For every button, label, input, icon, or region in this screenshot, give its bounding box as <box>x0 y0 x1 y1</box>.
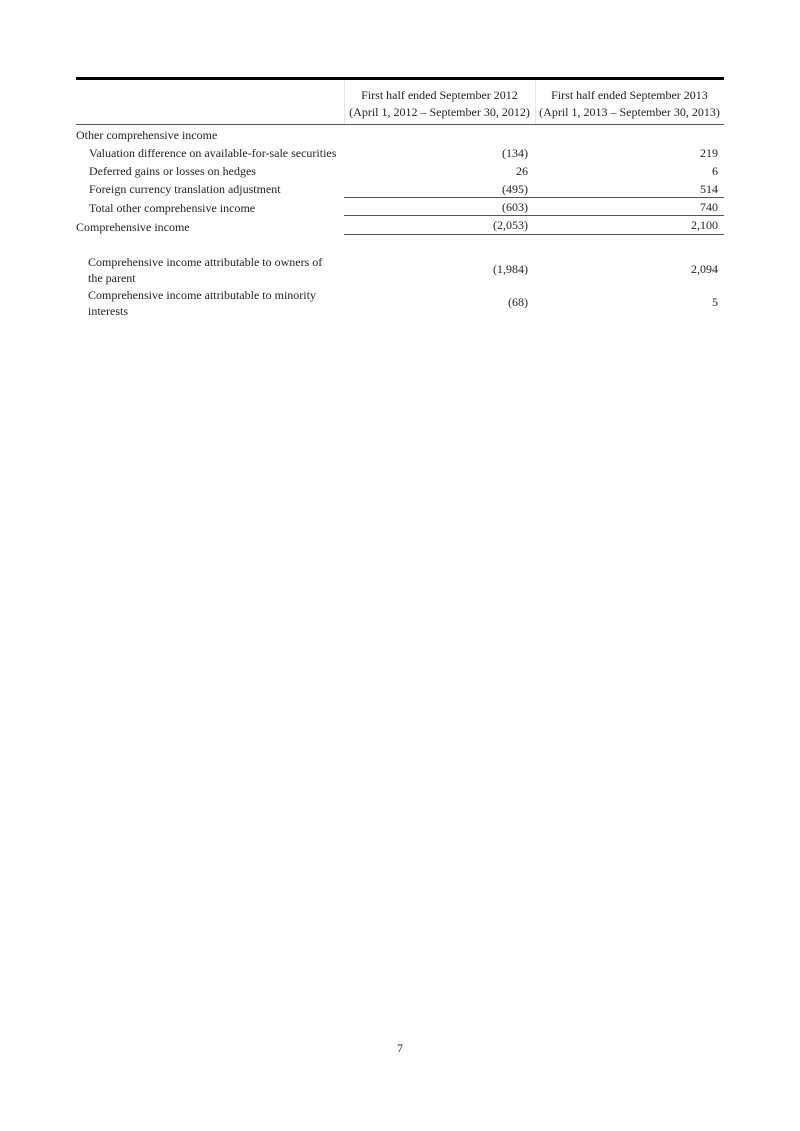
total-rule <box>344 215 724 216</box>
value-2013: 2,100 <box>691 218 718 232</box>
row-label-other-comprehensive-income: Other comprehensive income <box>76 128 218 142</box>
column-header-2012-title: First half ended September 2012 <box>361 88 518 102</box>
row-label <box>88 287 316 319</box>
value-2013: 2,094 <box>691 262 718 276</box>
value-2013: 6 <box>712 164 718 178</box>
row-label: Total other comprehensive income <box>89 201 256 215</box>
table-top-border <box>76 77 724 80</box>
value-2013: 740 <box>700 200 718 214</box>
column-header-2012 <box>344 87 535 121</box>
row-label-line: Comprehensive income attributable to minority <box>88 288 316 302</box>
value-2012: (134) <box>502 146 528 160</box>
row-label: Deferred gains or losses on hedges <box>89 164 256 178</box>
page-number: 7 <box>397 1041 403 1055</box>
value-2012: (68) <box>508 295 528 309</box>
row-label-line: interests <box>88 304 128 318</box>
row-label-line: Comprehensive income attributable to owners of <box>88 255 323 269</box>
value-2012: (603) <box>502 200 528 214</box>
row-label-line: the parent <box>88 271 136 285</box>
row-label: Foreign currency translation adjustment <box>89 182 281 196</box>
column-header-2013-title: First half ended September 2013 <box>551 88 708 102</box>
row-label <box>88 254 322 286</box>
value-2013: 219 <box>700 146 718 160</box>
total-bottom-rule <box>344 234 724 235</box>
column-header-2013-period: (April 1, 2013 – September 30, 2013) <box>539 105 720 119</box>
row-label: Valuation difference on available-for-sale securities <box>89 146 337 160</box>
value-2012: (495) <box>502 182 528 196</box>
column-header-2013 <box>535 87 724 121</box>
column-header-2012-period: (April 1, 2012 – September 30, 2012) <box>349 105 530 119</box>
value-2013: 514 <box>700 182 718 196</box>
value-2012: 26 <box>516 164 528 178</box>
value-2012: (2,053) <box>493 218 528 232</box>
header-bottom-border <box>76 124 724 125</box>
row-label: Comprehensive income <box>76 220 190 234</box>
subtotal-rule <box>344 197 724 198</box>
value-2012: (1,984) <box>493 262 528 276</box>
value-2013: 5 <box>712 295 718 309</box>
